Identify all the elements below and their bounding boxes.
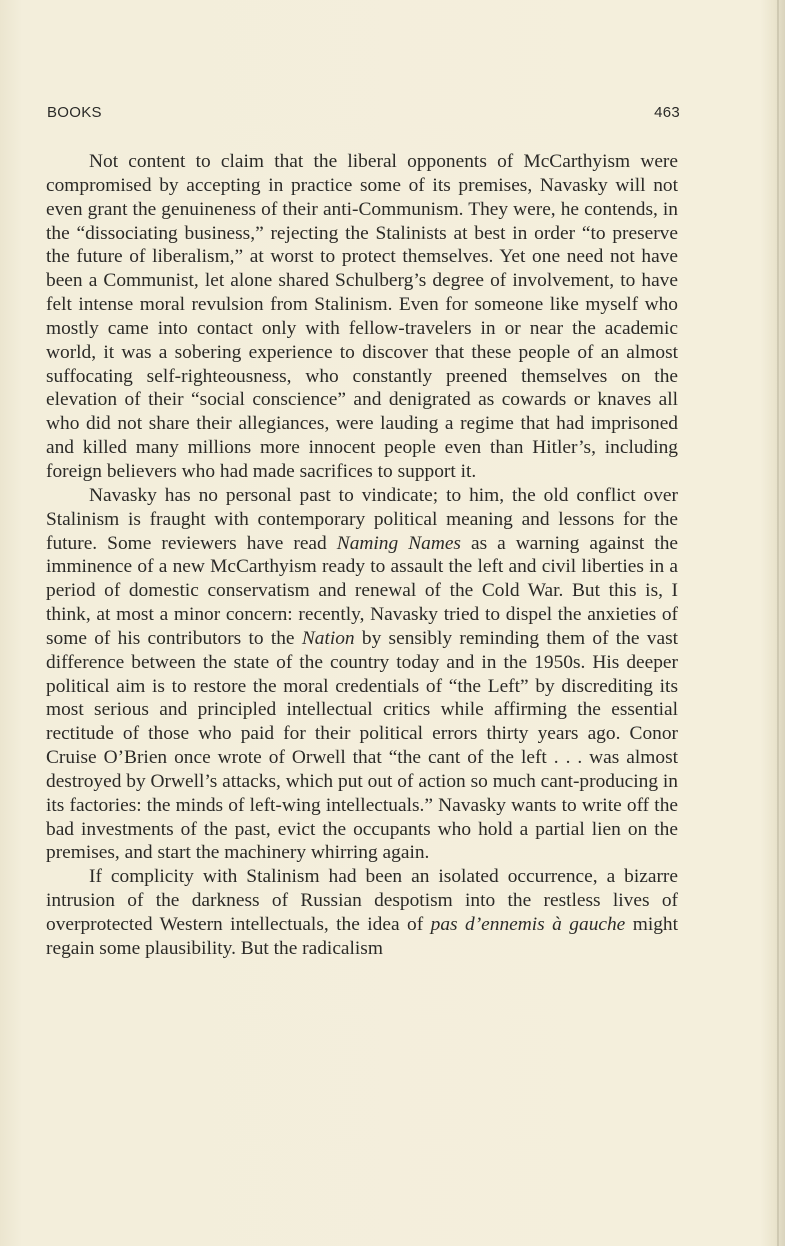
body-text bbox=[46, 150, 678, 961]
foreign-phrase-italic: pas d’ennemis à gauche bbox=[430, 914, 626, 935]
paragraph bbox=[46, 865, 678, 960]
page-number: 463 bbox=[654, 104, 680, 121]
text-run: as a warning against the imminence of a new McCarthyism ready to assault the left and civil liberties in a period of domestic conservatism and renewal of the Cold War. But this is, I think, at most a minor concern: recently, Navasky tried to dispel the anxieties of some of his contributors to the bbox=[46, 532, 679, 649]
text-run: by sensibly reminding them of the vast difference between the state of the country today and in the 1950s. His deeper political aim is to restore the moral credentials of “the Left” by discrediting its most serious and principled intellectual critics while affirming the essential rectitude of those who paid for their political errors thirty years ago. Conor Cruise O’Brien once wrote of Orwell that “the cant of the left . . . was almost destroyed by Orwell’s attacks, which put out of action so much cant-producing in its factories: the minds of left-wing intellectuals.” Navasky wants to write off the bad investments of the past, evict the occupants who hold a partial lien on the premises, and start the machinery whirring again. bbox=[46, 627, 678, 864]
text-run: If complicity with Stalinism had been an isolated occurrence, a bizarre intrusion of the darkness of Russian despotism into the restless lives of overprotected Western intellectuals, the idea of bbox=[46, 866, 678, 935]
text-run: might regain some plausibility. But the radicalism bbox=[46, 914, 678, 959]
book-title-italic: Naming Names bbox=[336, 532, 461, 554]
paragraph bbox=[46, 150, 678, 484]
periodical-title-italic: Nation bbox=[301, 627, 355, 649]
section-title: BOOKS bbox=[47, 104, 102, 121]
text-run: Not content to claim that the liberal opponents of McCarthyism were compromised by accepting in practice some of its premises, Navasky will not even grant the genuineness of their anti-Communism. They were, he contends, in the “dissociating business,” rejecting the Stalinists at best in order “to preserve the future of liberalism,” at worst to protect themselves. Yet one need not have been a Communist, let alone shared Schulberg’s degree of involvement, to have felt intense moral revulsion from Stalinism. Even for someone like myself who mostly came into contact only with fellow-travelers in or near the academic world, it was a sobering experience to discover that these people of an almost suffocating self-righteousness, who constantly preened themselves on the elevation of their “social conscience” and denigrated as cowards or knaves all who did not share their allegiances, were lauding a regime that had imprisoned and killed many millions more innocent people even than Hitler’s, including foreign believers who had made sacrifices to support it. bbox=[46, 151, 678, 482]
page-edge-shadow bbox=[777, 0, 779, 1246]
text-run: Navasky has no personal past to vindicate; to him, the old conflict over Stalinism is fraught with contemporary political meaning and lessons for the future. Some reviewers have read bbox=[46, 484, 678, 554]
paragraph bbox=[46, 484, 678, 866]
running-header bbox=[47, 104, 680, 130]
